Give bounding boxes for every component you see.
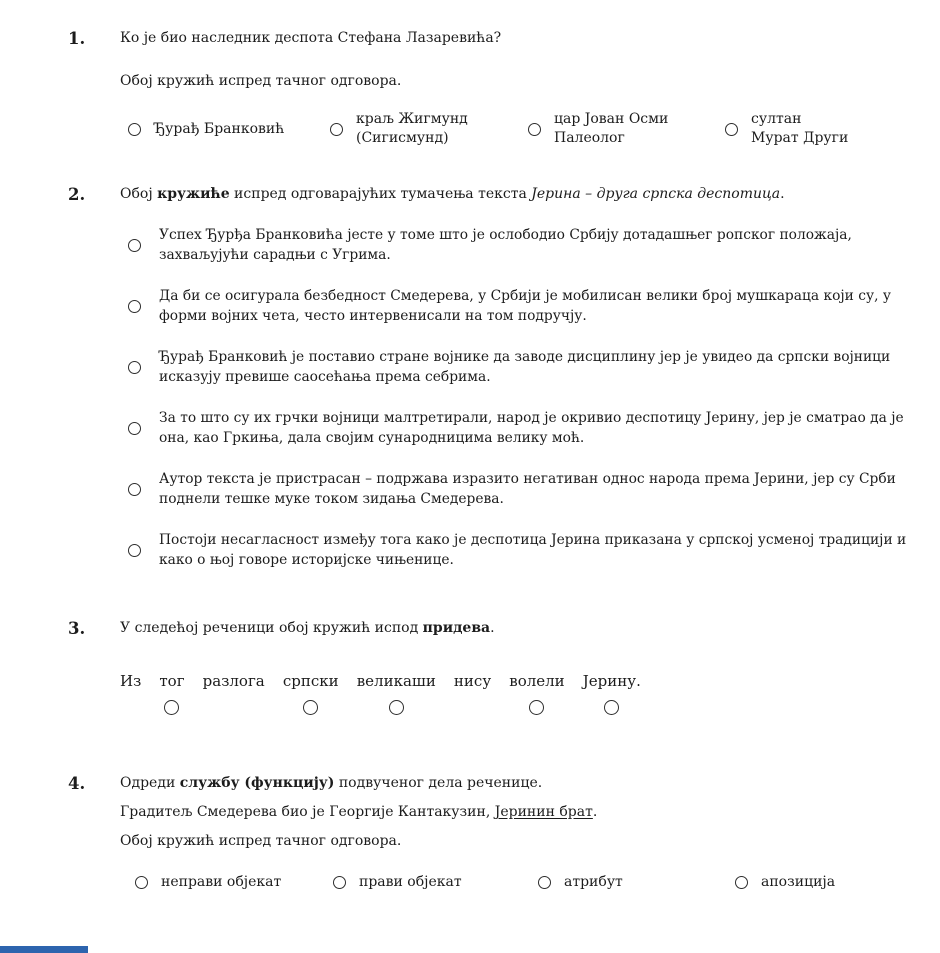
footer-accent-bar <box>0 946 88 953</box>
q3-word-3 <box>203 671 265 715</box>
q4-prompt-bold: службу (функцију) <box>179 775 335 791</box>
q4-prompt-post: подвученог дела реченице. <box>334 775 543 791</box>
q4-option-3-radio-circle[interactable] <box>538 876 551 889</box>
q2-prompt-post: . <box>780 186 785 202</box>
q2-option-5-text: Аутор текста је пристрасан – подржава изразито негативан однос народа према Јерини, јер су Срби поднели тешке муке током зидања Смедерева. <box>159 471 896 507</box>
q3-word-7-circle[interactable] <box>529 700 544 715</box>
q1-option-1-radio-circle[interactable] <box>128 123 141 136</box>
q2-option-6 <box>128 530 910 570</box>
q2-option-4-text: За то што су их грчки војници малтретирали, народ је окривио деспотицу Јерину, јер је сматрао да је она, као Гркиња, дала својим сународницима велику моћ. <box>159 410 904 446</box>
q1-option-1 <box>128 120 330 139</box>
q4-option-3-label: атрибут <box>564 874 623 890</box>
q3-word-2-text: тог <box>159 672 185 690</box>
q3-prompt-post: . <box>490 620 495 636</box>
q3-word-2 <box>159 671 184 715</box>
q2-option-2 <box>128 286 910 326</box>
q3-word-4 <box>283 671 339 715</box>
question-3-number: 3. <box>68 619 86 638</box>
q1-option-4-label <box>751 110 848 148</box>
q2-text-title: Јерина – друга српска деспотица <box>531 186 781 202</box>
q1-option-4-line1: султан <box>751 111 802 127</box>
q4-prompt-pre: Одреди <box>120 775 180 791</box>
q1-option-3-line1: цар Јован Осми <box>554 111 669 127</box>
q1-option-3 <box>528 110 725 148</box>
q2-option-4-radio-circle[interactable] <box>128 422 141 435</box>
q2-option-6-radio-circle[interactable] <box>128 544 141 557</box>
question-2-number: 2. <box>68 185 86 204</box>
q4-option-1-label: неправи објекат <box>161 874 282 890</box>
question-3 <box>68 618 910 715</box>
q2-option-2-radio-circle[interactable] <box>128 300 141 313</box>
q4-sentence-post: . <box>592 804 598 820</box>
q4-option-2-label: прави објекат <box>359 874 462 890</box>
q3-word-1 <box>120 671 141 715</box>
q1-option-1-label: Ђурађ Бранковић <box>154 120 285 137</box>
q3-word-5-text: великаши <box>356 672 436 690</box>
q4-option-2-radio-circle[interactable] <box>333 876 346 889</box>
question-1-options <box>128 110 910 148</box>
question-1-instruction: Обој кружић испред тачног одговора. <box>120 73 402 89</box>
q3-word-8-circle[interactable] <box>604 700 619 715</box>
q3-word-5 <box>357 671 436 715</box>
q1-option-3-radio-circle[interactable] <box>528 123 541 136</box>
q3-word-6-text: нису <box>453 672 492 690</box>
q1-option-2-line1: краљ Жигмунд <box>356 111 468 127</box>
q4-option-4-radio-circle[interactable] <box>735 876 748 889</box>
q2-option-3 <box>128 347 910 387</box>
question-4 <box>68 773 910 892</box>
question-3-prompt <box>120 618 910 638</box>
question-1-prompt: Ко је био наследник деспота Стефана Лазаревића? <box>120 30 502 46</box>
question-2 <box>68 184 910 570</box>
q3-word-3-text: разлога <box>202 672 265 690</box>
q3-word-6 <box>454 671 491 715</box>
q1-option-2-label <box>356 110 468 148</box>
q2-option-4 <box>128 408 910 448</box>
q1-option-2-line2: (Сигисмунд) <box>356 130 449 146</box>
question-1 <box>68 28 910 148</box>
question-4-sentence <box>120 802 910 822</box>
q4-option-1 <box>135 873 333 892</box>
q3-word-4-text: српски <box>282 672 339 690</box>
q1-option-2 <box>330 110 528 148</box>
question-2-prompt <box>120 184 910 204</box>
q4-option-3 <box>538 873 735 892</box>
q2-prompt-pre: Обој <box>120 186 158 202</box>
question-4-number: 4. <box>68 774 86 793</box>
q4-sentence-pre: Градитељ Смедерева био је Георгије Кантакузин, <box>120 804 495 820</box>
q3-word-5-circle[interactable] <box>389 700 404 715</box>
q1-option-4 <box>725 110 848 148</box>
question-1-number: 1. <box>68 29 86 48</box>
q2-option-3-text: Ђурађ Бранковић је поставио стране војнике да заводе дисциплину јер је увидео да српски војници исказују превише саосећања према себрима. <box>159 349 891 385</box>
q2-option-5 <box>128 469 910 509</box>
q4-option-1-radio-circle[interactable] <box>135 876 148 889</box>
q3-sentence <box>120 671 910 715</box>
q4-option-2 <box>333 873 538 892</box>
q2-prompt-bold: кружиће <box>157 186 230 202</box>
question-4-options <box>135 873 910 892</box>
q2-option-5-radio-circle[interactable] <box>128 483 141 496</box>
q1-option-4-radio-circle[interactable] <box>725 123 738 136</box>
question-4-instruction: Обој кружић испред тачног одговора. <box>120 833 402 849</box>
q3-prompt-pre: У следећој реченици обој кружић испод <box>120 620 423 636</box>
q2-prompt-mid: испред одговарајућих тумачења текста <box>229 186 532 202</box>
q1-option-3-label <box>554 110 668 148</box>
q4-sentence-underlined: Јеринин брат <box>494 804 593 820</box>
q2-option-6-text: Постоји несагласност између тога како је деспотица Јерина приказана у српској усменој традицији и како о њој говоре историјске чињенице. <box>159 532 907 568</box>
q4-option-4-label: апозиција <box>761 874 836 890</box>
q2-option-3-radio-circle[interactable] <box>128 361 141 374</box>
q3-word-1-text: Из <box>120 672 142 690</box>
q1-option-4-line2: Мурат Други <box>751 130 849 146</box>
q3-prompt-bold: придева <box>422 620 491 636</box>
q3-word-7 <box>509 671 564 715</box>
q3-word-2-circle[interactable] <box>164 700 179 715</box>
q2-option-1 <box>128 225 910 265</box>
q2-option-1-radio-circle[interactable] <box>128 239 141 252</box>
q3-word-8 <box>583 671 641 715</box>
q1-option-3-line2: Палеолог <box>554 130 625 146</box>
question-4-prompt <box>120 773 910 793</box>
q2-option-2-text: Да би се осигурала безбедност Смедерева, у Србији је мобилисан велики број мушкараца који су, у форми војних чета, често интервенисали на том подручју. <box>159 288 891 324</box>
q1-option-2-radio-circle[interactable] <box>330 123 343 136</box>
q4-option-4 <box>735 873 835 892</box>
q3-word-4-circle[interactable] <box>303 700 318 715</box>
q3-word-8-text: Јерину. <box>582 672 641 690</box>
q3-word-7-text: волели <box>509 672 565 690</box>
q2-option-1-text: Успех Ђурђа Бранковића јесте у томе што је ослободио Србију дотадашњег ропског положаја, захваљујући сарадњи с Угрима. <box>159 227 852 263</box>
